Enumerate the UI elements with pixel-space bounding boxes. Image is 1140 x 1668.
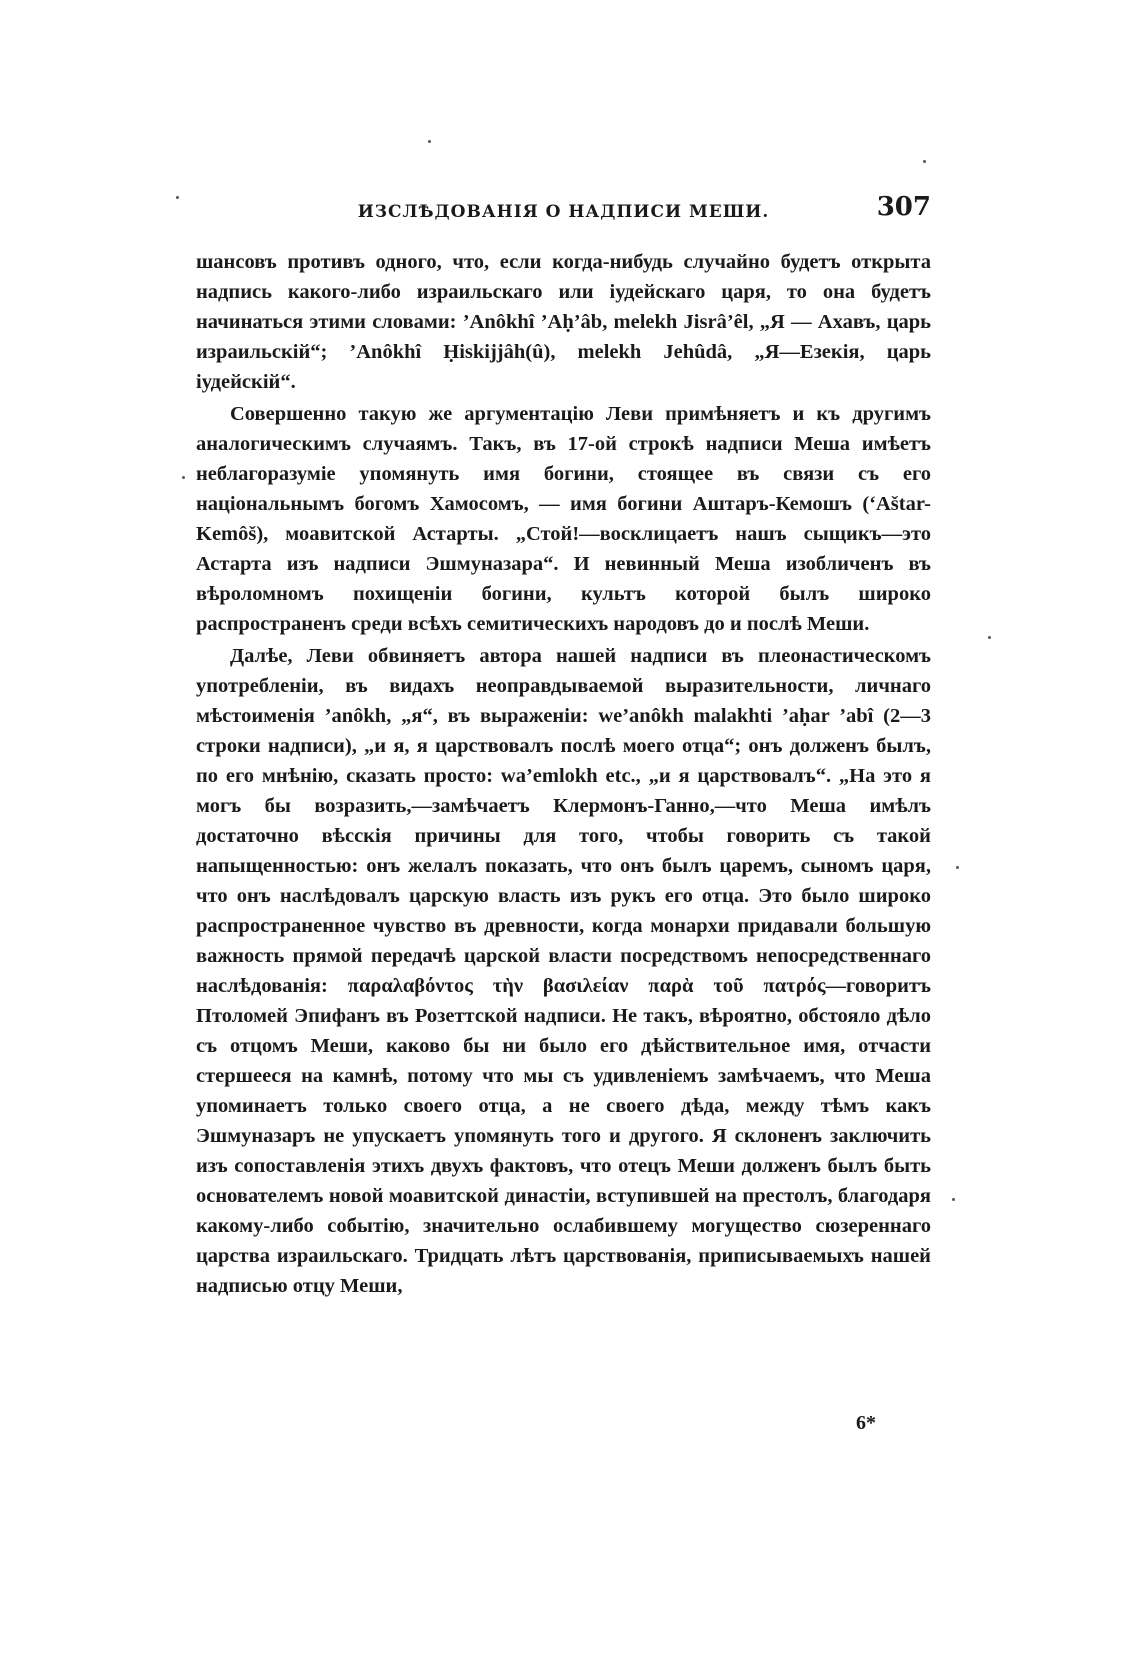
print-speck — [182, 476, 185, 479]
running-head: ИЗСЛѢДОВАНІЯ О НАДПИСИ МЕШИ. — [357, 202, 770, 222]
signature-mark: 6* — [856, 1412, 876, 1434]
page-number: 307 — [876, 192, 931, 222]
print-speck — [428, 140, 431, 143]
print-speck — [988, 636, 991, 639]
body-text — [196, 247, 931, 1303]
paragraph-3: Далѣе, Леви обвиняетъ автора нашей надписи въ плеонастическомъ употребленіи, въ видахъ неоправдываемой выразительности, личнаго мѣстоименія ’anôkh, „я“, въ выраженіи: we’anôkh malakhti ’aḥar ’abî (2—3 строки надписи), „и я, я царствовалъ послѣ моего отца“; онъ долженъ былъ, по его мнѣнію, сказать просто: wa’emlokh etc., „и я царствовалъ“. „На это я могъ бы возразить,—замѣчаетъ Клермонъ-Ганно,—что Меша имѣлъ достаточно вѣсскія причины для того, чтобы говорить съ такой напыщенностью: онъ желалъ показать, что онъ былъ царемъ, сыномъ царя, что онъ наслѣдовалъ царскую власть изъ рукъ его отца. Это было широко распространенное чувство въ древности, когда монархи придавали большую важность прямой передачѣ царской власти посредствомъ непосредственнаго наслѣдованія: παραλαβόντος τὴν βασιλείαν παρὰ τοῦ πατρός—говоритъ Птоломей Эпифанъ въ Розеттской надписи. Не такъ, вѣроятно, обстояло дѣло съ отцомъ Меши, каково бы ни было его дѣйствительное имя, отчасти стершееся на камнѣ, потому что мы съ удивленіемъ замѣчаемъ, что Меша упоминаетъ только своего отца, а не своего дѣда, между тѣмъ какъ Эшмуназаръ не упускаетъ упомянуть того и другого. Я склоненъ заключить изъ сопоставленія этихъ двухъ фактовъ, что отецъ Меши долженъ былъ быть основателемъ новой моавитской династіи, вступившей на престолъ, благодаря какому-либо событію, значительно ослабившему могущество сюзереннаго царства израильскаго. Тридцать лѣтъ царствованія, приписываемыхъ нашей надписью отцу Меши, — [196, 645, 931, 1297]
paragraph-2: Совершенно такую же аргументацію Леви примѣняетъ и къ другимъ аналогическимъ случаямъ. Такъ, въ 17-ой строкѣ надписи Меша имѣетъ неблагоразуміе упомянуть имя богини, стоящее въ связи съ его національнымъ богомъ Хамосомъ, — имя богини Аштаръ-Кемошъ (‘Aštar-Kemôš), моавитской Астарты. „Стой!—восклицаетъ нашъ сыщикъ—это Астарта изъ надписи Эшмуназара“. И невинный Меша изобличенъ въ вѣроломномъ похищеніи богини, культъ которой былъ широко распространенъ среди всѣхъ семитическихъ народовъ до и послѣ Меши. — [196, 403, 931, 635]
print-speck — [176, 196, 179, 199]
page-header — [196, 192, 931, 228]
print-speck — [923, 160, 926, 163]
print-speck — [952, 1198, 955, 1201]
print-speck — [956, 866, 959, 869]
paragraph-1: шансовъ противъ одного, что, если когда-нибудь случайно будетъ открыта надпись какого-либо израильскаго или іудейскаго царя, то она будетъ начинаться этими словами: ’Anôkhî ’Aḥ’âb, melekh Jisrâ’êl, „Я — Ахавъ, царь израильскій“; ’Anôkhî Ḥiskijjâh(û), melekh Jehûdâ, „Я—Езекія, царь іудейскій“. — [196, 251, 931, 393]
